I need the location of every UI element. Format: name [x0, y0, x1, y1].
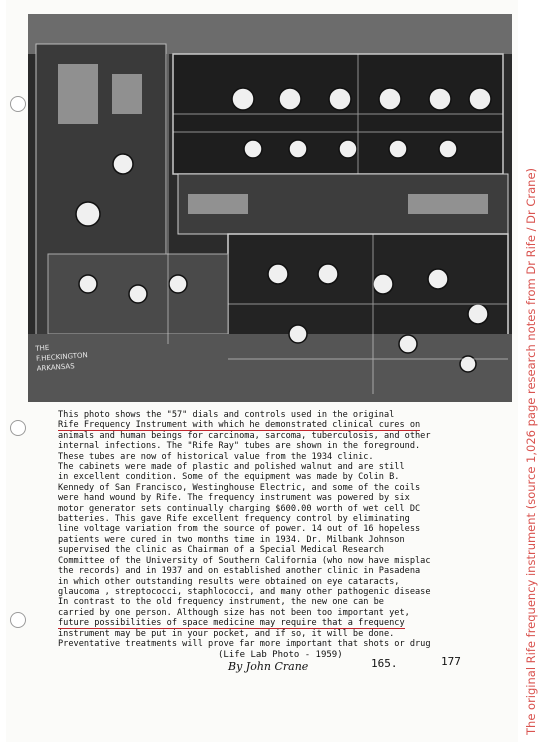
- text-line: [58, 618, 516, 628]
- underlined-text: instrument may be put in your pocket, and if so, it will be done.: [58, 628, 395, 639]
- instrument-photo-drawing: [28, 14, 512, 402]
- underlined-text: Although size has not been too important yet,: [177, 607, 410, 618]
- text-line: [58, 420, 516, 430]
- handwritten-signature: By John Crane: [228, 660, 309, 673]
- document-body: [58, 410, 516, 649]
- punch-hole-middle: [10, 420, 26, 436]
- text-line: motor generator sets continually charging $600.00 worth of wet cell DC: [58, 503, 421, 514]
- underlined-text: future possibilities of space medicine may require that a frequency: [58, 618, 405, 629]
- text-segment: for carcinoma, sarcoma, tuberculosis, and other: [182, 430, 431, 441]
- instrument-photo: [28, 14, 512, 402]
- photo-label: [35, 340, 89, 374]
- side-note: The original Rife frequency instrument (source 1,026 page research notes from Dr Rife / Dr Crane): [524, 167, 538, 735]
- text-segment: This photo shows the "57" dials and controls used in: [58, 410, 333, 420]
- page-number-handwritten: 177: [441, 655, 461, 668]
- text-segment: carried by one person.: [58, 607, 177, 618]
- text-line: in which other outstanding results were obtained on eye cataracts,: [58, 576, 400, 587]
- text-line: The cabinets were made of plastic and polished walnut and are still: [58, 462, 405, 473]
- document-page: [6, 0, 518, 742]
- text-line: batteries. This gave Rife excellent frequency control by eliminating: [58, 514, 410, 525]
- photo-label-line: ARKANSAS: [36, 362, 75, 373]
- text-line: Kennedy of San Francisco, Westinghouse Electric, and some of the coils: [58, 482, 421, 493]
- photo-label-line: F.HECKINGTON: [35, 351, 89, 363]
- punch-hole-top: [10, 96, 26, 112]
- page-number: 165.: [371, 657, 398, 670]
- text-line: glaucoma , streptococci, staphlococci, and many other pathogenic disease: [58, 586, 431, 597]
- text-line: internal infections. The "Rife Ray" tubes are shown in the foreground.: [58, 441, 421, 452]
- text-line: Preventative treatments will prove far more important that shots or drug: [58, 638, 431, 649]
- text-line: line voltage variation from the source of power. 14 out of 16 hopeless: [58, 524, 421, 535]
- text-line: supervised the clinic as Chairman of a Special Medical Research: [58, 545, 384, 556]
- text-line: patients were cured in two months time in 1934. Dr. Milbank Johnson: [58, 534, 405, 545]
- photo-label-line: THE: [35, 343, 50, 353]
- text-line: These tubes are now of historical value from the 1934 clinic.: [58, 451, 374, 462]
- text-line: [58, 629, 516, 639]
- underlined-text: animals and human beings: [58, 430, 183, 441]
- text-line: in excellent condition. Some of the equipment was made by Colin B.: [58, 472, 400, 483]
- text-line: [58, 410, 516, 420]
- text-line: In contrast to the old frequency instrument, the new one can be: [58, 597, 384, 608]
- punch-hole-bottom: [10, 612, 26, 628]
- text-line: [58, 431, 516, 441]
- text-line: [58, 608, 516, 618]
- text-line: Committee of the University of Southern California (who now have misplac: [58, 555, 431, 566]
- underlined-text: the original: [332, 410, 395, 420]
- text-line: the records) and in 1937 and on established another clinic in Pasadena: [58, 566, 421, 577]
- underlined-text: Rife Frequency Instrument with which he demonstrated clinical cures on: [58, 420, 421, 431]
- photo-caption: (Life Lab Photo - 1959): [218, 650, 343, 660]
- text-line: were hand wound by Rife. The frequency instrument was powered by six: [58, 493, 410, 504]
